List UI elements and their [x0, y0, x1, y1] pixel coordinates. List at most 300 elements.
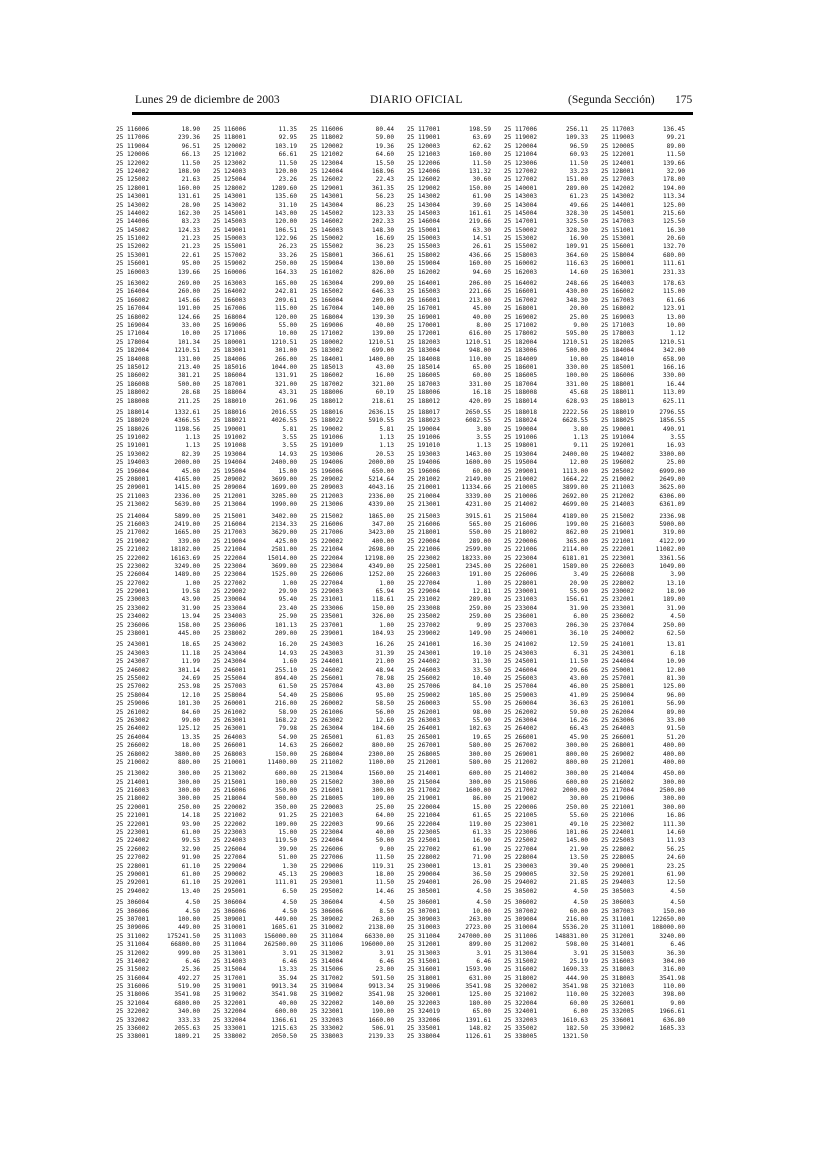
item-code: 25 210001 — [213, 758, 247, 766]
table-row — [116, 451, 212, 459]
item-code: 25 216003 — [116, 787, 150, 795]
table-row — [601, 202, 697, 210]
item-value: 4.50 — [670, 613, 685, 621]
item-code: 25 246004 — [504, 666, 538, 674]
table-row — [310, 770, 406, 778]
item-code: 25 178003 — [601, 330, 635, 338]
item-code: 25 215003 — [407, 512, 441, 520]
item-value: 45.13 — [278, 870, 297, 878]
table-row — [213, 641, 309, 649]
item-value: 71.90 — [472, 854, 491, 862]
item-code: 25 261006 — [310, 708, 344, 716]
item-code: 25 338004 — [407, 1033, 441, 1041]
item-value: 168.22 — [274, 716, 297, 724]
item-value: 111.30 — [662, 820, 685, 828]
item-code: 25 311004 — [213, 941, 247, 949]
item-code: 25 168002 — [116, 313, 150, 321]
table-row — [213, 692, 309, 700]
table-row — [504, 555, 600, 563]
table-row — [504, 863, 600, 871]
item-value: 1210.51 — [465, 338, 491, 346]
table-row — [601, 854, 697, 862]
item-code: 25 306004 — [213, 899, 247, 907]
item-value: 14.60 — [569, 268, 588, 276]
item-value: 300.00 — [662, 803, 685, 811]
item-code: 25 269001 — [504, 750, 538, 758]
table-row — [213, 759, 309, 767]
item-code: 25 127002 — [504, 176, 538, 184]
item-code: 25 129002 — [407, 184, 441, 192]
table-row — [116, 717, 212, 725]
item-code: 25 164002 — [213, 288, 247, 296]
table-row — [601, 451, 697, 459]
item-value: 140.00 — [371, 999, 394, 1007]
item-value: 14.60 — [666, 829, 685, 837]
item-value: 131.00 — [177, 355, 200, 363]
table-row — [116, 381, 212, 389]
item-code: 25 121002 — [213, 151, 247, 159]
item-value: 61.33 — [472, 829, 491, 837]
item-value: 398.00 — [662, 991, 685, 999]
table-row — [407, 538, 503, 546]
table-row — [213, 160, 309, 168]
table-row — [407, 667, 503, 675]
item-value: 4.50 — [476, 887, 491, 895]
table-row — [310, 692, 406, 700]
item-code: 25 239002 — [407, 630, 441, 638]
table-row — [504, 588, 600, 596]
item-code: 25 260001 — [213, 700, 247, 708]
table-row — [310, 252, 406, 260]
item-value: 62.62 — [472, 142, 491, 150]
item-code: 25 188016 — [213, 408, 247, 416]
item-code: 25 311001 — [601, 915, 635, 923]
table-row — [407, 260, 503, 268]
table-row — [213, 1008, 309, 1016]
item-code: 25 229001 — [116, 588, 150, 596]
item-code: 25 158004 — [601, 251, 635, 259]
item-value: 636.80 — [662, 1016, 685, 1024]
item-value: 1664.22 — [562, 476, 588, 484]
item-value: 11.18 — [181, 649, 200, 657]
item-value: 11.50 — [375, 879, 394, 887]
item-code: 25 117006 — [116, 134, 150, 142]
item-code: 25 292001 — [116, 879, 150, 887]
item-value: 55.00 — [278, 321, 297, 329]
table-row — [213, 252, 309, 260]
table-row — [407, 975, 503, 983]
table-row — [116, 941, 212, 949]
item-code: 25 213006 — [310, 501, 344, 509]
item-code: 25 166001 — [407, 296, 441, 304]
item-value: 113.09 — [662, 389, 685, 397]
table-row — [310, 854, 406, 862]
item-code: 25 155003 — [407, 243, 441, 251]
item-value: 16163.69 — [170, 554, 200, 562]
table-row — [310, 1000, 406, 1008]
table-row — [310, 235, 406, 243]
item-value: 1.13 — [476, 442, 491, 450]
item-value: 168.96 — [371, 167, 394, 175]
item-code: 25 306004 — [310, 899, 344, 907]
item-code: 25 314001 — [601, 941, 635, 949]
table-row — [407, 493, 503, 501]
table-row — [504, 305, 600, 313]
table-row — [601, 364, 697, 372]
table-row — [116, 260, 212, 268]
item-value: 3541.98 — [271, 991, 297, 999]
item-code: 25 167004 — [116, 305, 150, 313]
item-code: 25 264002 — [504, 725, 538, 733]
item-code: 25 290001 — [116, 870, 150, 878]
item-code: 25 220001 — [116, 803, 150, 811]
item-code: 25 237001 — [310, 621, 344, 629]
item-value: 13.10 — [666, 579, 685, 587]
item-value: 1044.00 — [271, 363, 297, 371]
item-code: 25 164003 — [601, 280, 635, 288]
table-row — [407, 168, 503, 176]
item-value: 49.66 — [569, 201, 588, 209]
table-row — [601, 493, 697, 501]
table-row — [407, 451, 503, 459]
table-row — [601, 787, 697, 795]
table-row — [310, 322, 406, 330]
table-row — [407, 941, 503, 949]
table-row — [504, 218, 600, 226]
table-row — [407, 185, 503, 193]
table-row — [213, 983, 309, 991]
table-row — [504, 459, 600, 467]
item-code: 25 318003 — [601, 974, 635, 982]
item-value: 3.80 — [573, 425, 588, 433]
item-code: 25 294002 — [116, 887, 150, 895]
item-value: 211.25 — [177, 397, 200, 405]
item-value: 261.96 — [274, 397, 297, 405]
item-value: 18.90 — [666, 588, 685, 596]
item-value: 1489.00 — [174, 571, 200, 579]
item-value: 58.50 — [375, 700, 394, 708]
table-row — [407, 916, 503, 924]
item-code: 25 188013 — [601, 397, 635, 405]
table-row — [407, 966, 503, 974]
item-value: 300.00 — [468, 778, 491, 786]
item-value: 15014.00 — [267, 554, 297, 562]
table-row — [116, 596, 212, 604]
item-value: 148.30 — [371, 226, 394, 234]
item-code: 25 246002 — [310, 666, 344, 674]
table-row — [504, 933, 600, 941]
item-value: 51.00 — [278, 854, 297, 862]
table-row — [407, 908, 503, 916]
item-value: 96.00 — [666, 691, 685, 699]
item-value: 21.00 — [375, 658, 394, 666]
item-code: 25 230002 — [601, 588, 635, 596]
item-value: 135.60 — [274, 193, 297, 201]
item-code: 25 227004 — [213, 854, 247, 862]
item-value: 2134.33 — [271, 520, 297, 528]
item-value: 1809.21 — [174, 1033, 200, 1041]
table-row — [116, 493, 212, 501]
item-code: 25 219006 — [601, 795, 635, 803]
item-value: 19.10 — [472, 649, 491, 657]
item-value: 1210.51 — [174, 347, 200, 355]
item-code: 25 221001 — [116, 812, 150, 820]
item-value: 1252.00 — [368, 571, 394, 579]
table-row — [310, 151, 406, 159]
item-code: 25 160001 — [601, 260, 635, 268]
item-value: 2400.00 — [562, 450, 588, 458]
item-code: 25 258006 — [310, 691, 344, 699]
item-value: 2138.00 — [368, 924, 394, 932]
item-value: 4349.00 — [368, 562, 394, 570]
item-value: 125.00 — [662, 683, 685, 691]
table-row — [504, 210, 600, 218]
item-code: 25 209004 — [213, 484, 247, 492]
item-code: 25 212001 — [213, 492, 247, 500]
table-row — [213, 804, 309, 812]
item-code: 25 222001 — [601, 546, 635, 554]
table-row — [116, 305, 212, 313]
item-code: 25 213001 — [407, 501, 441, 509]
table-row — [310, 966, 406, 974]
table-row — [116, 484, 212, 492]
item-code: 25 324001 — [504, 1008, 538, 1016]
table-row — [601, 613, 697, 621]
table-row — [601, 176, 697, 184]
item-value: 78.98 — [375, 675, 394, 682]
table-row — [504, 787, 600, 795]
item-value: 61.03 — [375, 733, 394, 741]
item-value: 4366.55 — [174, 417, 200, 425]
item-code: 25 171002 — [310, 330, 344, 338]
table-row — [601, 759, 697, 767]
item-code: 25 332005 — [601, 1008, 635, 1016]
item-code: 25 151001 — [601, 226, 635, 234]
item-value: 81.30 — [666, 675, 685, 682]
item-value: 115.00 — [662, 288, 685, 296]
item-code: 25 163003 — [213, 280, 247, 288]
table-row — [407, 924, 503, 932]
item-value: 165.00 — [274, 280, 297, 288]
table-row — [504, 1033, 600, 1041]
item-code: 25 264001 — [407, 725, 441, 733]
table-row — [504, 356, 600, 364]
table-row — [213, 924, 309, 932]
item-value: 115.00 — [274, 305, 297, 313]
table-row — [310, 717, 406, 725]
item-code: 25 310003 — [407, 924, 441, 932]
item-value: 300.00 — [662, 795, 685, 803]
table-row — [116, 398, 212, 406]
item-code: 25 150001 — [407, 226, 441, 234]
table-row — [504, 966, 600, 974]
table-row — [213, 288, 309, 296]
item-value: 50.00 — [375, 837, 394, 845]
table-row — [407, 555, 503, 563]
item-value: 161.61 — [468, 209, 491, 217]
item-value: 116.63 — [565, 260, 588, 268]
table-row — [213, 442, 309, 450]
table-row — [116, 804, 212, 812]
item-value: 19.36 — [375, 142, 394, 150]
item-value: 198.59 — [468, 126, 491, 133]
table-row — [407, 442, 503, 450]
table-row — [310, 630, 406, 638]
table-row — [116, 958, 212, 966]
item-value: 110.00 — [468, 355, 491, 363]
item-code: 25 118001 — [213, 134, 247, 142]
item-code: 25 187004 — [504, 380, 538, 388]
table-row — [601, 305, 697, 313]
item-code: 25 150002 — [310, 235, 344, 243]
item-code: 25 124006 — [407, 167, 441, 175]
item-code: 25 160006 — [213, 268, 247, 276]
item-value: 61.00 — [181, 829, 200, 837]
item-code: 25 218001 — [407, 529, 441, 537]
item-code: 25 268005 — [407, 750, 441, 758]
item-value: 2139.33 — [368, 1033, 394, 1041]
table-row — [116, 372, 212, 380]
item-value: 300.00 — [371, 787, 394, 795]
table-row — [601, 330, 697, 338]
item-value: 300.00 — [371, 778, 394, 786]
item-value: 48.94 — [375, 666, 394, 674]
item-code: 25 307003 — [601, 907, 635, 915]
item-value: 3899.00 — [562, 484, 588, 492]
item-code: 25 188022 — [310, 417, 344, 425]
item-value: 32.90 — [181, 845, 200, 853]
item-code: 25 155002 — [504, 243, 538, 251]
item-code: 25 150002 — [504, 226, 538, 234]
item-code: 25 123004 — [310, 159, 344, 167]
table-row — [601, 235, 697, 243]
item-code: 25 159004 — [407, 260, 441, 268]
table-row — [407, 546, 503, 554]
item-code: 25 321004 — [116, 999, 150, 1007]
table-row — [213, 787, 309, 795]
item-code: 25 313002 — [310, 949, 344, 957]
item-code: 25 209003 — [310, 484, 344, 492]
item-value: 145.00 — [565, 837, 588, 845]
table-row — [213, 717, 309, 725]
item-code: 25 171004 — [116, 330, 150, 338]
item-value: 103.19 — [274, 142, 297, 150]
table-row — [310, 658, 406, 666]
item-code: 25 126002 — [407, 176, 441, 184]
item-value: 1.13 — [573, 434, 588, 442]
table-row — [407, 759, 503, 767]
table-row — [601, 218, 697, 226]
item-code: 25 220006 — [504, 537, 538, 545]
table-row — [407, 580, 503, 588]
item-code: 25 220003 — [310, 803, 344, 811]
item-code: 25 263006 — [601, 716, 635, 724]
item-code: 25 120002 — [310, 142, 344, 150]
item-code: 25 290005 — [504, 870, 538, 878]
table-row — [213, 389, 309, 397]
item-code: 25 319002 — [310, 991, 344, 999]
item-code: 25 332004 — [213, 1016, 247, 1024]
table-row — [310, 675, 406, 683]
item-code: 25 228002 — [601, 845, 635, 853]
item-code: 25 221006 — [504, 546, 538, 554]
table-row — [310, 563, 406, 571]
item-value: 178.63 — [662, 280, 685, 288]
item-code: 25 222001 — [116, 820, 150, 828]
item-value: 2055.63 — [174, 1025, 200, 1033]
table-row — [310, 622, 406, 630]
item-value: 10.90 — [666, 658, 685, 666]
item-value: 11.35 — [278, 126, 297, 133]
item-value: 39.60 — [472, 201, 491, 209]
table-row — [601, 1025, 697, 1033]
item-code: 25 210002 — [116, 758, 150, 766]
table-row — [407, 613, 503, 621]
item-value: 216.00 — [274, 700, 297, 708]
item-value: 158.00 — [177, 621, 200, 629]
item-code: 25 266001 — [601, 733, 635, 741]
table-row — [601, 863, 697, 871]
item-value: 31.90 — [569, 604, 588, 612]
table-row — [601, 888, 697, 896]
item-code: 25 165003 — [407, 288, 441, 296]
item-code: 25 120002 — [213, 142, 247, 150]
item-value: 5.81 — [282, 425, 297, 433]
table-row — [116, 658, 212, 666]
item-value: 40.00 — [472, 313, 491, 321]
table-row — [407, 605, 503, 613]
item-code: 25 309002 — [310, 915, 344, 923]
table-row — [213, 356, 309, 364]
item-value: 10.00 — [278, 330, 297, 338]
item-value: 1210.51 — [368, 338, 394, 346]
item-code: 25 178002 — [504, 330, 538, 338]
item-code: 25 210002 — [504, 476, 538, 484]
table-row — [407, 751, 503, 759]
table-row — [504, 347, 600, 355]
item-value: 1.13 — [379, 442, 394, 450]
item-value: 11.50 — [569, 159, 588, 167]
item-code: 25 216004 — [213, 520, 247, 528]
table-row — [116, 339, 212, 347]
item-code: 25 119001 — [407, 134, 441, 142]
item-code: 25 226006 — [310, 571, 344, 579]
item-value: 2692.00 — [562, 492, 588, 500]
item-code: 25 226004 — [213, 845, 247, 853]
item-code: 25 169006 — [310, 321, 344, 329]
item-code: 25 143004 — [407, 201, 441, 209]
table-row — [407, 227, 503, 235]
item-code: 25 314002 — [116, 957, 150, 965]
item-value: 1126.61 — [465, 1033, 491, 1041]
item-value: 2796.55 — [659, 408, 685, 416]
table-row — [407, 725, 503, 733]
item-value: 3541.98 — [659, 974, 685, 982]
item-value: 99.53 — [181, 837, 200, 845]
item-code: 25 223006 — [504, 829, 538, 837]
item-value: 289.00 — [468, 596, 491, 604]
table-row — [213, 134, 309, 142]
table-row — [116, 235, 212, 243]
item-code: 25 311006 — [504, 932, 538, 940]
table-row — [116, 641, 212, 649]
item-code: 25 221005 — [504, 812, 538, 820]
item-value: 301.14 — [177, 666, 200, 674]
item-value: 160.00 — [177, 184, 200, 192]
table-row — [213, 613, 309, 621]
item-code: 25 244002 — [407, 658, 441, 666]
item-code: 25 122001 — [601, 151, 635, 159]
